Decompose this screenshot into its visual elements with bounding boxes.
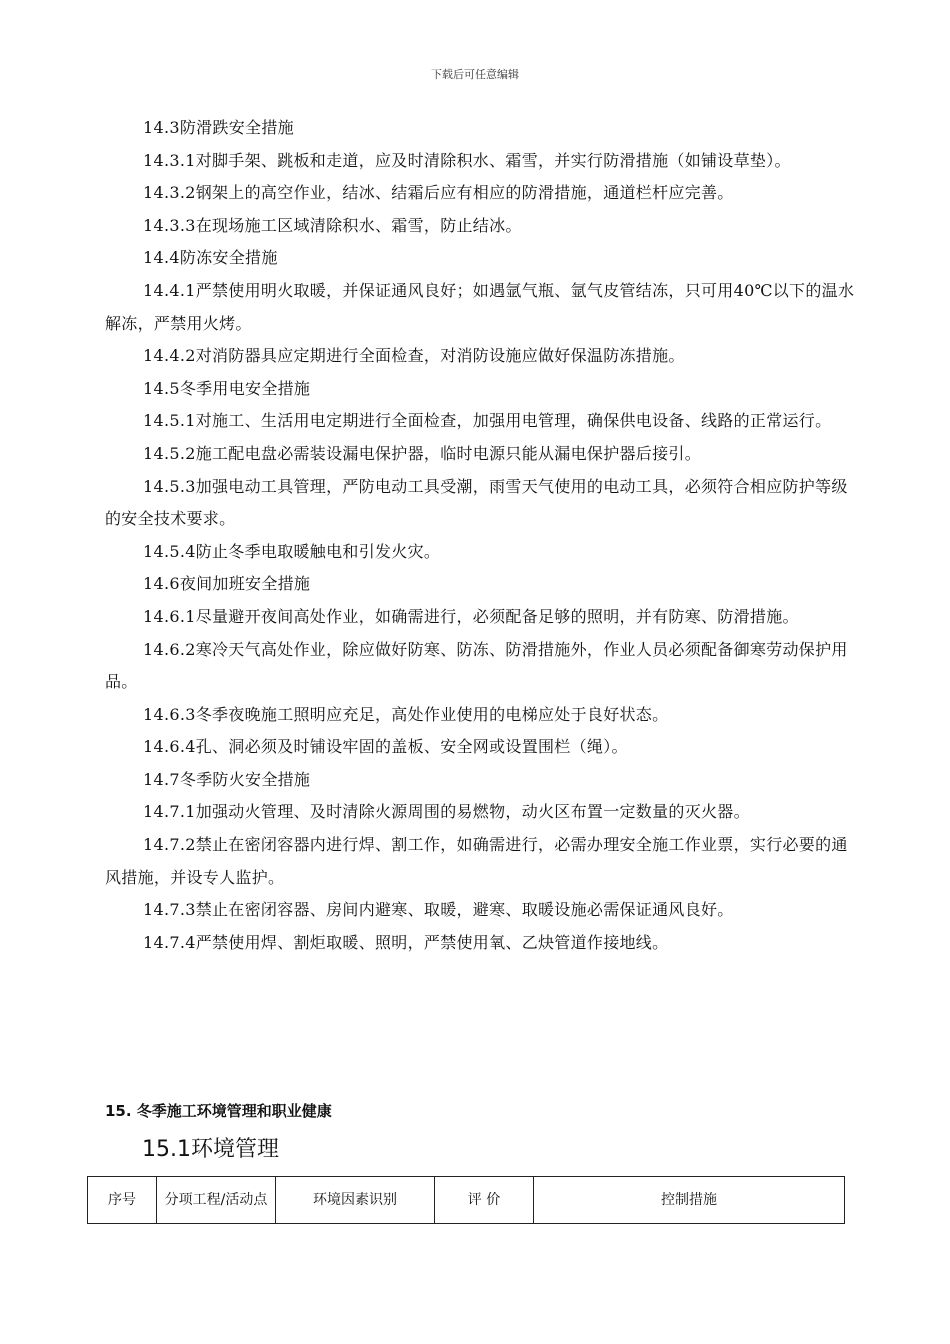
paragraph-14-5-2: 14.5.2施工配电盘必需装设漏电保护器，临时电源只能从漏电保护器后接引。 (143, 443, 701, 463)
table-header-cell: 控制措施 (534, 1177, 845, 1224)
paragraph-14-3-3: 14.3.3在现场施工区域清除积水、霜雪，防止结冰。 (143, 215, 522, 235)
section-14-7-title: 14.7冬季防火安全措施 (143, 769, 311, 789)
table-header-cell: 环境因素识别 (276, 1177, 435, 1224)
paragraph-14-5-3: 14.5.3加强电动工具管理，严防电动工具受潮，雨雪天气使用的电动工具，必须符合相应防护等级的安全技术要求。 (105, 476, 848, 529)
paragraph-14-4-1: 14.4.1严禁使用明火取暖，并保证通风良好；如遇氩气瓶、氩气皮管结冻，只可用40℃以下的温水解冻，严禁用火烤。 (105, 280, 855, 333)
paragraph-14-7-1: 14.7.1加强动火管理、及时清除火源周围的易燃物，动火区布置一定数量的灭火器。 (143, 802, 750, 822)
paragraph-14-3-1: 14.3.1对脚手架、跳板和走道，应及时清除积水、霜雪，并实行防滑措施（如铺设草垫）。 (143, 150, 791, 170)
table-header-row (88, 1177, 845, 1224)
section-15-heading: 15. 冬季施工环境管理和职业健康 (105, 1102, 332, 1120)
section-14-6-title: 14.6夜间加班安全措施 (143, 574, 311, 594)
table-header-cell: 序号 (88, 1177, 157, 1224)
paragraph-14-6-3: 14.6.3冬季夜晚施工照明应充足，高处作业使用的电梯应处于良好状态。 (143, 704, 669, 724)
section-15-1-heading: 15.1环境管理 (142, 1137, 279, 1162)
table-header-cell: 分项工程/活动点 (157, 1177, 276, 1224)
paragraph-14-4-2: 14.4.2对消防器具应定期进行全面检查，对消防设施应做好保温防冻措施。 (143, 346, 685, 366)
body-text (105, 112, 857, 959)
paragraph-14-7-3: 14.7.3禁止在密闭容器、房间内避寒、取暖，避寒、取暖设施必需保证通风良好。 (143, 900, 734, 920)
environment-management-table (87, 1176, 845, 1224)
paragraph-14-7-4: 14.7.4严禁使用焊、割炬取暖、照明，严禁使用氧、乙炔管道作接地线。 (143, 932, 669, 952)
page-header: 下载后可任意编辑 (431, 68, 519, 81)
paragraph-14-7-2: 14.7.2禁止在密闭容器内进行焊、割工作，如确需进行，必需办理安全施工作业票，实行必要的通风措施，并设专人监护。 (105, 835, 848, 887)
paragraph-14-6-4: 14.6.4孔、洞必须及时铺设牢固的盖板、安全网或设置围栏（绳）。 (143, 737, 628, 757)
section-14-3-title: 14.3防滑跌安全措施 (143, 118, 294, 137)
paragraph-14-5-4: 14.5.4防止冬季电取暖触电和引发火灾。 (143, 541, 441, 561)
section-14-5-title: 14.5冬季用电安全措施 (143, 378, 311, 398)
section-14-4-title: 14.4防冻安全措施 (143, 248, 278, 268)
paragraph-14-6-2: 14.6.2寒冷天气高处作业，除应做好防寒、防冻、防滑措施外，作业人员必须配备御寒劳动保护用品。 (105, 639, 848, 692)
paragraph-14-5-1: 14.5.1对施工、生活用电定期进行全面检查，加强用电管理，确保供电设备、线路的正常运行。 (143, 411, 832, 431)
paragraph-14-3-2: 14.3.2钢架上的高空作业，结冰、结霜后应有相应的防滑措施，通道栏杆应完善。 (143, 183, 734, 203)
paragraph-14-6-1: 14.6.1尽量避开夜间高处作业，如确需进行，必须配备足够的照明，并有防寒、防滑措施。 (143, 606, 799, 626)
table-header-cell: 评 价 (435, 1177, 534, 1224)
